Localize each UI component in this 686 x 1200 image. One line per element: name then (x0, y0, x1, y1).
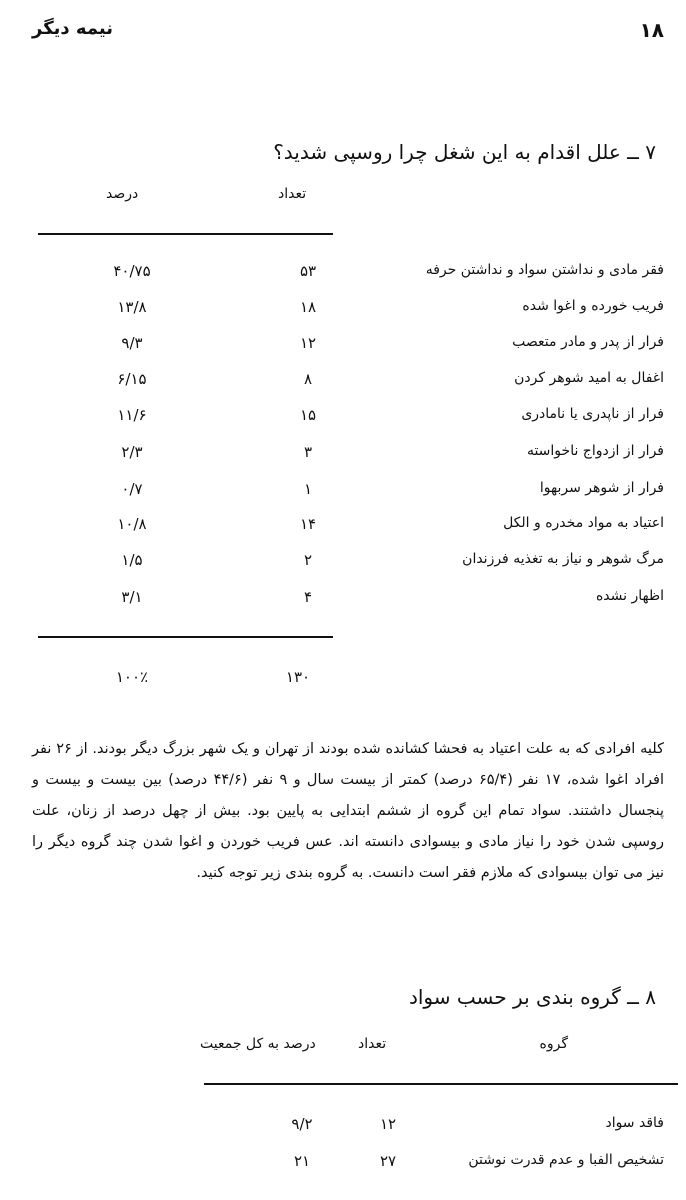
row-percent: ۱/۵ (121, 551, 143, 569)
table7-top-rule (38, 233, 333, 235)
row-label: فرار از ناپدری یا نامادری (521, 406, 664, 422)
table7-bottom-rule (38, 636, 333, 638)
row-percent: ۱۳/۸ (117, 298, 147, 316)
table8-heading: ۸ ــ گروه بندی بر حسب سواد (408, 985, 656, 1009)
row-count: ۸ (303, 370, 313, 388)
row-label: فریب خورده و اغوا شده (522, 298, 664, 314)
table7-col-percent: درصد (106, 186, 139, 202)
table8-col-percent: درصد به کل جمعیت (200, 1036, 316, 1052)
row-label: فرار از ازدواج ناخواسته (526, 443, 664, 459)
row-percent: ۲۱ (293, 1152, 311, 1170)
row-count: ۵۳ (299, 262, 317, 280)
row-percent: ۱۰/۸ (117, 515, 147, 533)
table8-col-count: تعداد (358, 1036, 387, 1052)
row-count: ۱۲ (299, 334, 317, 352)
body-paragraph: کلیه افرادی که به علت اعتیاد به فحشا کشانده شده بودند از تهران و یک شهر بزرگ دیگر بودند. از ۲۶ نفر افراد اغوا شده، ۱۷ نفر (۶۵/۴ درصد) کمتر از بیست سال و ۹ نفر (۴۴/۶ درصد) بین بیست و بیست و پنجسال داشتند. سواد تمام این گروه از ششم ابتدایی به پایین بود. بیش از چهل درصد از زنان، علت روسپی شدن خود را نیاز مادی و بیسوادی دانسته اند. عس فریب خوردن و اغوا شدن چند گروه دیگر را نیز می توان بیسوادی که ملازم فقر است دانست. به گروه بندی زیر توجه کنید. (32, 741, 665, 881)
row-count: ۱۲ (379, 1115, 397, 1133)
total-count: ۱۳۰ (285, 668, 311, 686)
row-count: ۱۵ (299, 406, 317, 424)
table7-col-count: تعداد (278, 186, 307, 202)
row-label: فرار از پدر و مادر متعصب (512, 334, 664, 350)
row-count: ۱۸ (299, 298, 317, 316)
row-percent: ۱۱/۶ (117, 406, 147, 424)
row-percent: ۹/۲ (291, 1115, 313, 1133)
table7-heading: ۷ ــ علل اقدام به این شغل چرا روسپی شدید؟ (273, 140, 656, 164)
row-percent: ۳/۱ (121, 588, 143, 606)
row-label: اعتیاد به مواد مخدره و الکل (503, 515, 664, 531)
row-label: تشخیص الفبا و عدم قدرت نوشتن (468, 1152, 664, 1168)
row-percent: ۹/۳ (121, 334, 143, 352)
row-count: ۲۷ (379, 1152, 397, 1170)
row-label: مرگ شوهر و نیاز به تغذیه فرزندان (462, 551, 664, 567)
table8-top-rule (204, 1083, 678, 1085)
row-percent: ۰/۷ (121, 480, 143, 498)
row-count: ۲ (303, 551, 313, 569)
row-label: فقر مادی و نداشتن سواد و نداشتن حرفه (425, 262, 664, 278)
row-percent: ۲/۳ (121, 443, 143, 461)
row-count: ۱ (303, 480, 313, 498)
running-header (32, 18, 664, 48)
row-percent: ۶/۱۵ (117, 370, 147, 388)
row-count: ۳ (303, 443, 313, 461)
table8-col-group: گروه (539, 1036, 568, 1052)
row-count: ۴ (303, 588, 313, 606)
page-number: ۱۸ (639, 18, 664, 42)
row-label: فاقد سواد (605, 1115, 664, 1131)
row-count: ۱۴ (299, 515, 317, 533)
book-title: نیمه دیگر (32, 18, 114, 39)
total-percent: ۱۰۰٪ (115, 668, 149, 686)
row-label: اظهار نشده (595, 588, 664, 604)
row-label: اغفال به امید شوهر کردن (514, 370, 664, 386)
row-percent: ۴۰/۷۵ (113, 262, 151, 280)
row-label: فرار از شوهر سربهوا (539, 480, 664, 496)
